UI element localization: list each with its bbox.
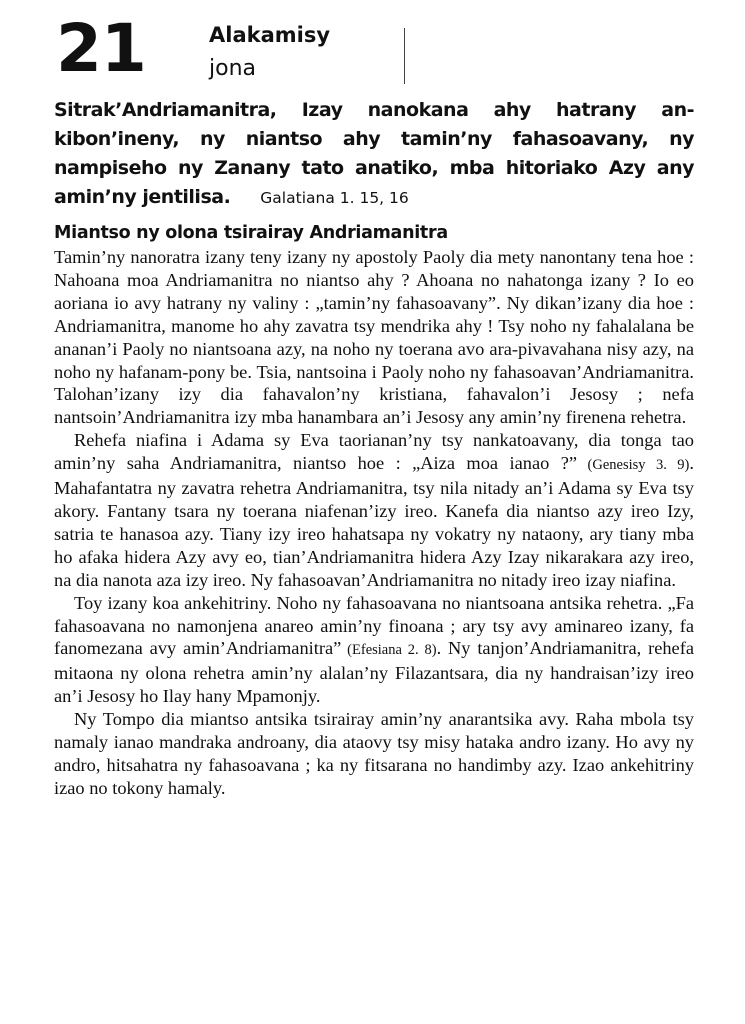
- day-number: 21: [56, 10, 146, 87]
- month-label: jona: [209, 56, 256, 81]
- paragraph: [54, 429, 694, 591]
- paragraph-text: Tamin’ny nanoratra izany teny izany ny apostoly Paoly dia mety nanontany tena hoe : Nahoana moa Andriamanitra no niantso ahy ? Ahoana no nahatonga izany ? Io eo aoriana io avy hatrany ny valiny : „tamin’ny fahasoavany”. Ny dikan’izany dia hoe : Andriamanitra, manome ho ahy zavatra tsy mendrika ahy ! Tsy noho ny fahalalana be ananan’i Paoly no niantsoana azy, na noho ny toerana avo ara-pivavahana nisy azy, na noho ny hafanam-pony be. Tsia, nantsoina i Paoly noho ny fahasoavan’Andriamanitra. Talohan’izany izy dia fahavalon’ny kristiana, fahavalon’i Jesosy ; nefa nantsoin’Andriamanitra izy mba hanambara an’i Jesosy any amin’ny firenena rehetra.: [54, 247, 694, 428]
- verse-reference: Galatiana 1. 15, 16: [260, 189, 409, 207]
- section-title: Miantso ny olona tsirairay Andriamanitra: [54, 223, 448, 243]
- devotional-body: [54, 246, 694, 800]
- paragraph: [54, 708, 694, 800]
- paragraph: [54, 592, 694, 709]
- paragraph-text: Ny Tompo dia miantso antsika tsirairay amin’ny anarantsika avy. Raha mbola tsy namaly ianao mandraka androany, dia ataovy tsy misy hataka andro izany. Ho avy ny andro, hitsahatra ny fahasoavana ; ka ny fitsarana no handimby azy. Izao ankehitriny izao no tokony hamaly.: [54, 709, 694, 798]
- paragraph-text: . Mahafantatra ny zavatra rehetra Andriamanitra, tsy nila nitady an’i Adama sy Eva tsy akory. Fantany tsara ny toerana niafenan’izy ireo. Kanefa dia niantso azy ireo Izy, satria te hanasoa azy. Tiany izy ireo hahatsapa ny vokatry ny nataony, ary tiany mba ho afaka hidera Azy avy eo, tian’Andriamanitra hidera Azy Izay nikarakara azy ireo, na dia nanota aza izy ireo. Ny fahasoavan’Andriamanitra no nitady ireo izay niafina.: [54, 453, 694, 590]
- scripture-reference: (Genesisy 3. 9): [577, 457, 690, 474]
- paragraph-text: . Ny tanjon’Andriamanitra, rehefa mitaona ny olona rehetra amin’ny alalan’ny Filazantsara, dia ny handraisan’izy ireo an’i Jesosy ho Ilay hany Mpamonjy.: [54, 638, 694, 707]
- bible-verse: [54, 96, 694, 213]
- verse-text: Sitrak’Andriamanitra, Izay nanokana ahy hatrany an-kibon’ineny, ny niantso ahy tamin’ny fahasoavany, ny nampiseho ny Zanany tato anatiko, mba hitoriako Azy any amin’ny jentilisa.: [54, 99, 694, 208]
- page-header: [0, 0, 745, 95]
- paragraph: [54, 246, 694, 429]
- header-divider: [404, 28, 405, 84]
- weekday-label: Alakamisy: [209, 23, 331, 47]
- scripture-reference: (Efesiana 2. 8): [341, 642, 437, 659]
- paragraph-text: Rehefa niafina i Adama sy Eva taorianan’ny tsy nankatoavany, dia tonga tao amin’ny saha Andriamanitra, niantso hoe : „Aiza moa ianao ?”: [54, 430, 694, 474]
- paragraph-text: Toy izany koa ankehitriny. Noho ny fahasoavana no niantsoana antsika rehetra. „Fa fahasoavana no namonjena anareo amin’ny finoana ; ary tsy avy aminareo izany, fa fanomezana avy amin’Andriamanitra”: [54, 592, 694, 659]
